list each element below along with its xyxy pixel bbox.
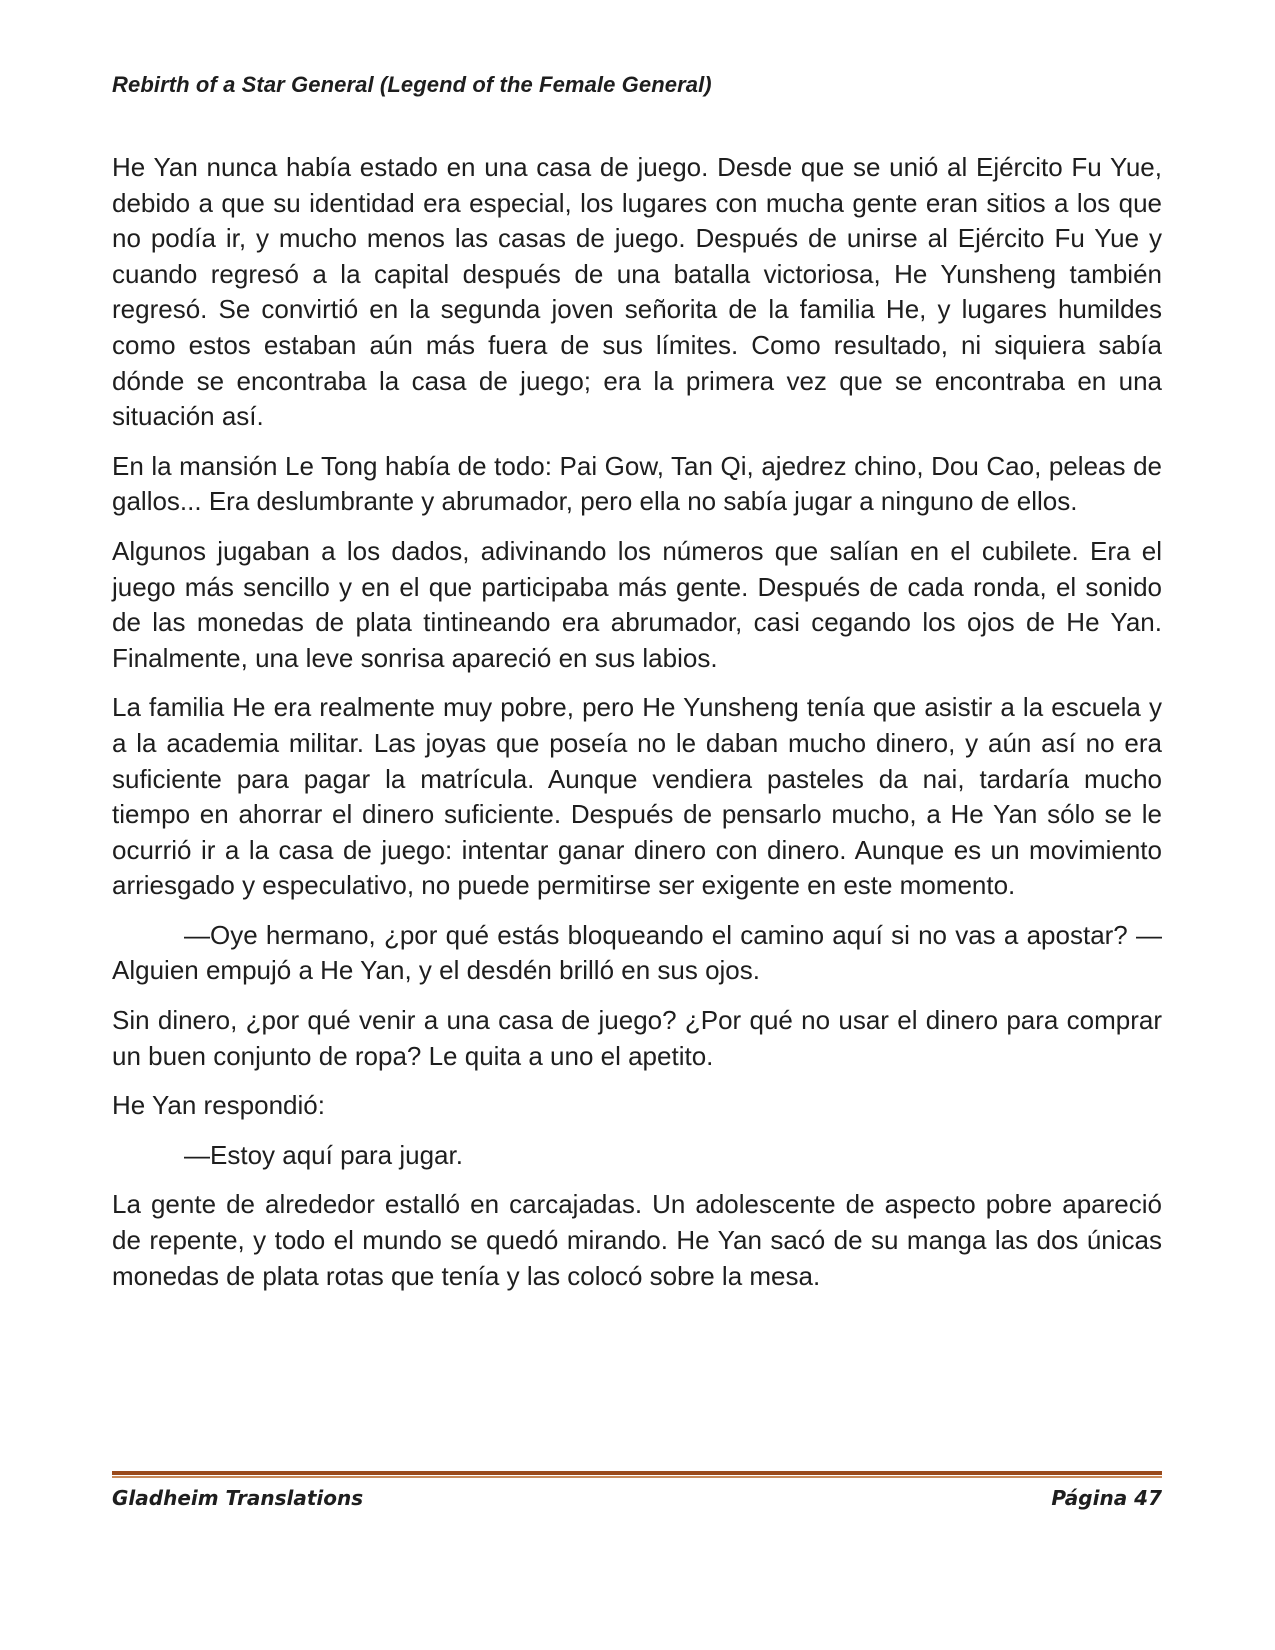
- paragraph: La gente de alrededor estalló en carcajadas. Un adolescente de aspecto pobre apareció de repente, y todo el mundo se quedó mirando. He Yan sacó de su manga las dos únicas monedas de plata rotas que tenía y las colocó sobre la mesa.: [112, 1189, 1162, 1291]
- paragraph: En la mansión Le Tong había de todo: Pai Gow, Tan Qi, ajedrez chino, Dou Cao, peleas de gallos... Era deslumbrante y abrumador, pero ella no sabía jugar a ninguno de ellos.: [112, 450, 1162, 517]
- paragraph: La familia He era realmente muy pobre, pero He Yunsheng tenía que asistir a la escuela y a la academia militar. Las joyas que poseía no le daban mucho dinero, y aún así no era suficiente para pagar la matrícula. Aunque vendiera pasteles da nai, tardaría mucho tiempo en ahorrar el dinero suficiente. Después de pensarlo mucho, a He Yan sólo se le ocurrió ir a la casa de juego: intentar ganar dinero con dinero. Aunque es un movimiento arriesgado y especulativo, no puede permitirse ser exigente en este momento.: [112, 692, 1162, 901]
- body-text: [112, 150, 1162, 1308]
- footer-page-number: Página 47: [1051, 1486, 1162, 1510]
- dialogue-paragraph: —Estoy aquí para jugar.: [184, 1139, 463, 1170]
- footer-publisher: Gladheim Translations: [112, 1486, 364, 1510]
- running-header-title: Rebirth of a Star General (Legend of the Female General): [112, 72, 712, 97]
- footer-divider-thick-line: [112, 1471, 1162, 1475]
- footer-divider-thin-line: [112, 1476, 1162, 1478]
- paragraph: He Yan respondió:: [112, 1090, 325, 1121]
- paragraph: Sin dinero, ¿por qué venir a una casa de juego? ¿Por qué no usar el dinero para comprar un buen conjunto de ropa? Le quita a uno el apetito.: [112, 1005, 1162, 1071]
- paragraph: He Yan nunca había estado en una casa de juego. Desde que se unió al Ejército Fu Yue, debido a que su identidad era especial, los lugares con mucha gente eran sitios a los que no podía ir, y mucho menos las casas de juego. Después de unirse al Ejército Fu Yue y cuando regresó a la capital después de una batalla victoriosa, He Yunsheng también regresó. Se convirtió en la segunda joven señorita de la familia He, y lugares humildes como estos estaban aún más fuera de sus límites. Como resultado, ni siquiera sabía dónde se encontraba la casa de juego; era la primera vez que se encontraba en una situación así.: [112, 152, 1162, 432]
- paragraph: Algunos jugaban a los dados, adivinando los números que salían en el cubilete. Era el juego más sencillo y en el que participaba más gente. Después de cada ronda, el sonido de las monedas de plata tintineando era abrumador, casi cegando los ojos de He Yan. Finalmente, una leve sonrisa apareció en sus labios.: [112, 535, 1162, 673]
- footer-divider: [112, 1471, 1162, 1479]
- dialogue-paragraph: —Oye hermano, ¿por qué estás bloqueando el camino aquí si no vas a apostar? —Alguien empujó a He Yan, y el desdén brilló en sus ojos.: [112, 919, 1162, 986]
